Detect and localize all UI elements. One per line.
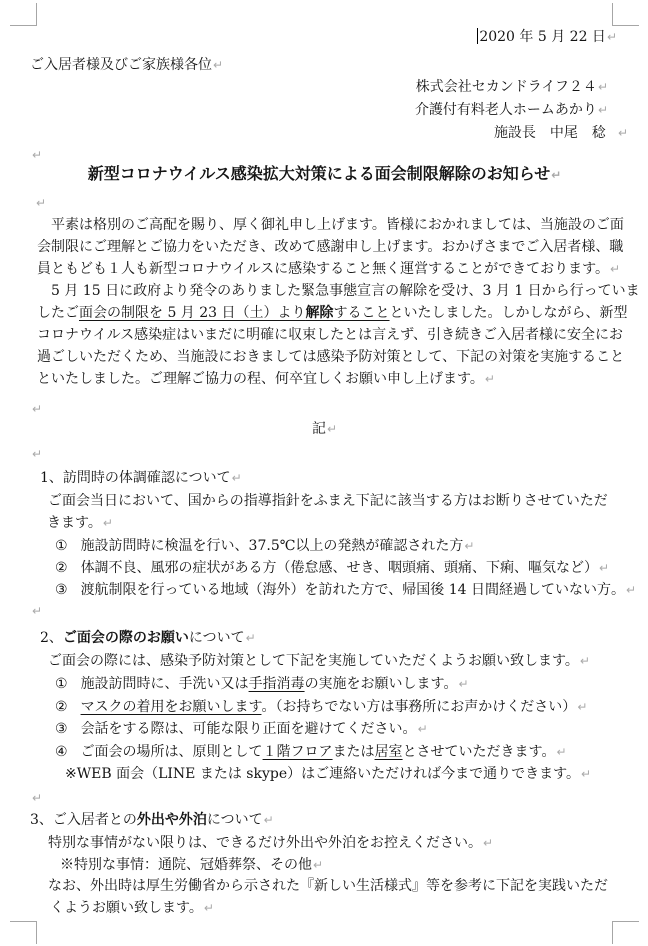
paragraph-text: 会制限にご理解とご協力をいただき、改めて感謝申し上げます。おかげさまでご入居者様、職 <box>37 239 624 255</box>
paragraph-mark: ↵ <box>36 196 47 210</box>
paragraph-text: 5 月 15 日に政府より発令のありました緊急事態宣言の解除を受け、3 月 1 日から行っていま <box>51 283 640 299</box>
recipient-text: ご入居者様及びご家族様各位 <box>30 57 212 73</box>
note-text: ※特別な事情：通院、冠婚葬祭、その他 <box>60 857 312 873</box>
paragraph-mark: ↵ <box>577 700 588 714</box>
underlined-text: すること <box>333 305 390 321</box>
facility-line[interactable] <box>415 99 608 121</box>
circled-number: ④ <box>55 744 68 760</box>
section-heading-text: について <box>206 812 263 828</box>
section1-heading[interactable] <box>40 467 242 489</box>
paragraph-mark: ↵ <box>32 148 43 162</box>
paragraph-mark: ↵ <box>617 126 628 140</box>
paragraph-mark: ↵ <box>263 813 274 827</box>
paragraph-mark: ↵ <box>597 103 608 117</box>
paragraph-mark: ↵ <box>464 539 475 553</box>
paragraph-mark: ↵ <box>245 631 256 645</box>
facility-text: 介護付有料老人ホームあかり <box>414 102 597 118</box>
list-item-text: または <box>332 744 375 760</box>
circled-number: ② <box>55 560 68 576</box>
circled-number: ③ <box>55 721 68 737</box>
paragraph-line[interactable] <box>51 214 624 236</box>
underlined-text: マスクの着用をお願いします <box>80 699 262 715</box>
underlined-text: 手指消毒 <box>248 676 305 692</box>
list-item-text: 体調不良、風邪の症状がある方（倦怠感、せき、咽頭痛、頭痛、下痢、嘔気など） <box>80 560 599 576</box>
paragraph-mark: ↵ <box>102 516 113 530</box>
list-item[interactable] <box>55 535 474 557</box>
section1-body-line[interactable] <box>48 490 608 512</box>
note-text: ※WEB 面会（LINE または skype）はご連絡いただければ今まで通りできます。 <box>65 766 580 782</box>
paragraph-text: コロナウイルス感染症はいまだに明確に収束したとは言えず、引き続きご入居者様に安全にお <box>37 327 624 343</box>
paragraph-mark: ↵ <box>599 561 610 575</box>
page-corner-mark-top-right <box>612 3 639 26</box>
section3-heading[interactable] <box>30 809 274 831</box>
paragraph-mark: ↵ <box>606 30 617 44</box>
bold-underlined-text: 解除 <box>305 305 334 321</box>
list-item[interactable] <box>55 741 567 763</box>
paragraph-text: といたしました。しかしながら、新型 <box>389 305 628 321</box>
paragraph-mark: ↵ <box>231 471 242 485</box>
paragraph-line[interactable] <box>37 258 620 280</box>
underlined-text: 面会の制限を 5 月 23 日（土）より <box>79 305 306 321</box>
ki-heading[interactable] <box>37 418 612 440</box>
paragraph-line[interactable] <box>37 368 495 390</box>
company-text: 株式会社セカンドライフ２４ <box>415 79 597 95</box>
paragraph-mark: ↵ <box>484 372 495 386</box>
list-item-text: 施設訪問時に検温を行い、37.5℃以上の発熱が確認された方 <box>80 538 464 554</box>
list-item[interactable] <box>55 579 636 601</box>
list-item-text: 施設訪問時に、手洗い又は <box>80 676 249 692</box>
company-line[interactable] <box>416 76 608 98</box>
ki-text: 記 <box>311 421 326 437</box>
paragraph-text: なお、外出時は厚生労働省から示された『新しい生活様式』等を参考に下記を実践いただ <box>48 878 608 894</box>
paragraph-text: くようお願い致します。 <box>50 900 203 916</box>
section-heading-text: 1、訪問時の体調確認について <box>40 470 231 486</box>
paragraph-mark: ↵ <box>597 80 608 94</box>
list-item-text: 。（お持ちでない方は事務所にお声かけください） <box>261 699 577 715</box>
underlined-text: 居室 <box>374 744 403 760</box>
circled-number: ③ <box>55 582 68 598</box>
paragraph-line[interactable] <box>37 346 624 368</box>
list-item-text: 渡航制限を行っている地域（海外）を訪れた方で、帰国後 14 日間経過していない方。 <box>80 582 625 598</box>
list-item[interactable] <box>55 718 428 740</box>
paragraph-mark: ↵ <box>580 767 592 781</box>
circled-number: ① <box>55 538 68 554</box>
paragraph-mark: ↵ <box>32 447 43 461</box>
circled-number: ① <box>55 676 68 692</box>
empty-line[interactable] <box>31 787 42 809</box>
section2-heading[interactable] <box>40 627 256 649</box>
paragraph-mark: ↵ <box>579 654 590 668</box>
section3-body-line[interactable] <box>48 875 608 897</box>
paragraph-text: ご面会当日において、国からの指導指針をふまえ下記に該当する方はお断りさせていただ <box>48 493 608 509</box>
page-corner-mark-bottom-right <box>612 921 639 944</box>
section3-body-line[interactable] <box>50 897 214 919</box>
underlined-text: １階フロア <box>262 744 333 760</box>
paragraph-mark: ↵ <box>458 677 469 691</box>
document-title[interactable] <box>37 162 612 186</box>
paragraph-mark: ↵ <box>610 262 621 276</box>
paragraph-text: ご面会の際には、感染予防対策として下記を実施していただくようお願い致します。 <box>48 653 579 669</box>
section2-body-line[interactable] <box>48 650 590 672</box>
document-title-text: 新型コロナウイルス感染拡大対策による面会制限解除のお知らせ <box>87 164 551 183</box>
paragraph-mark: ↵ <box>313 858 324 872</box>
section-heading-bold-text: ご面会の際のお願い <box>62 630 189 646</box>
paragraph-line[interactable] <box>37 324 623 346</box>
director-line[interactable] <box>494 122 628 144</box>
paragraph-mark: ↵ <box>483 836 494 850</box>
paragraph-text: きます。 <box>47 515 102 531</box>
section3-note-line[interactable] <box>60 854 323 876</box>
empty-line[interactable] <box>31 600 42 622</box>
paragraph-mark: ↵ <box>203 901 214 915</box>
section1-body-line[interactable] <box>47 512 113 534</box>
paragraph-line[interactable] <box>37 236 623 258</box>
empty-line[interactable] <box>35 192 46 214</box>
paragraph-text: 過ごしいただくため、当施設におきましては感染予防対策として、下記の対策を実施すること <box>37 349 625 365</box>
paragraph-mark: ↵ <box>326 422 338 436</box>
paragraph-text: 員ともども１人も新型コロナウイルスに感染すること無く運営することができております。 <box>37 261 610 277</box>
circled-number: ② <box>55 699 68 715</box>
section-heading-bold-text: 外出や外泊 <box>136 812 207 828</box>
paragraph-mark: ↵ <box>626 583 637 597</box>
recipient-line[interactable] <box>30 54 223 76</box>
paragraph-line[interactable] <box>37 302 628 324</box>
list-item[interactable] <box>55 673 469 695</box>
page-corner-mark-bottom-left <box>10 921 37 944</box>
paragraph-text: 平素は格別のご高配を賜り、厚く御礼申し上げます。皆様におかれましては、当施設のご面 <box>51 217 624 233</box>
paragraph-mark: ↵ <box>556 745 567 759</box>
list-item[interactable] <box>55 557 609 579</box>
date-text: 2020 年 5 月 22 日 <box>479 29 606 45</box>
paragraph-mark: ↵ <box>32 402 43 416</box>
page-corner-mark-top-left <box>10 3 37 26</box>
empty-line[interactable] <box>31 398 42 420</box>
list-item-text: ご面会の場所は、原則として <box>80 744 263 760</box>
paragraph-text: したご <box>37 305 79 321</box>
section3-body-line[interactable] <box>48 832 493 854</box>
director-text: 施設長 中尾 稔 <box>493 125 606 141</box>
list-item-text: の実施をお願いします。 <box>304 676 458 692</box>
paragraph-mark: ↵ <box>551 168 562 182</box>
paragraph-mark: ↵ <box>32 604 43 618</box>
paragraph-text: といたしました。ご理解ご協力の程、何卒宜しくお願い申し上げます。 <box>37 371 484 387</box>
list-item[interactable] <box>55 696 587 718</box>
list-item-text: 会話をする際は、可能な限り正面を避けてください。 <box>80 721 417 737</box>
paragraph-text: 特別な事情がない限りは、できるだけ外出や外泊をお控えください。 <box>48 835 482 851</box>
list-item-text: とさせていただきます。 <box>402 744 556 760</box>
section-heading-text: 3、ご入居者との <box>30 812 137 828</box>
paragraph-mark: ↵ <box>213 58 224 72</box>
web-note-line[interactable] <box>65 763 591 785</box>
section-heading-text: 2、 <box>40 630 63 646</box>
section-heading-text: について <box>188 630 245 646</box>
empty-line[interactable] <box>31 443 42 465</box>
date-line[interactable] <box>477 26 617 48</box>
paragraph-mark: ↵ <box>417 722 428 736</box>
paragraph-mark: ↵ <box>32 791 43 805</box>
paragraph-line[interactable] <box>51 280 640 302</box>
